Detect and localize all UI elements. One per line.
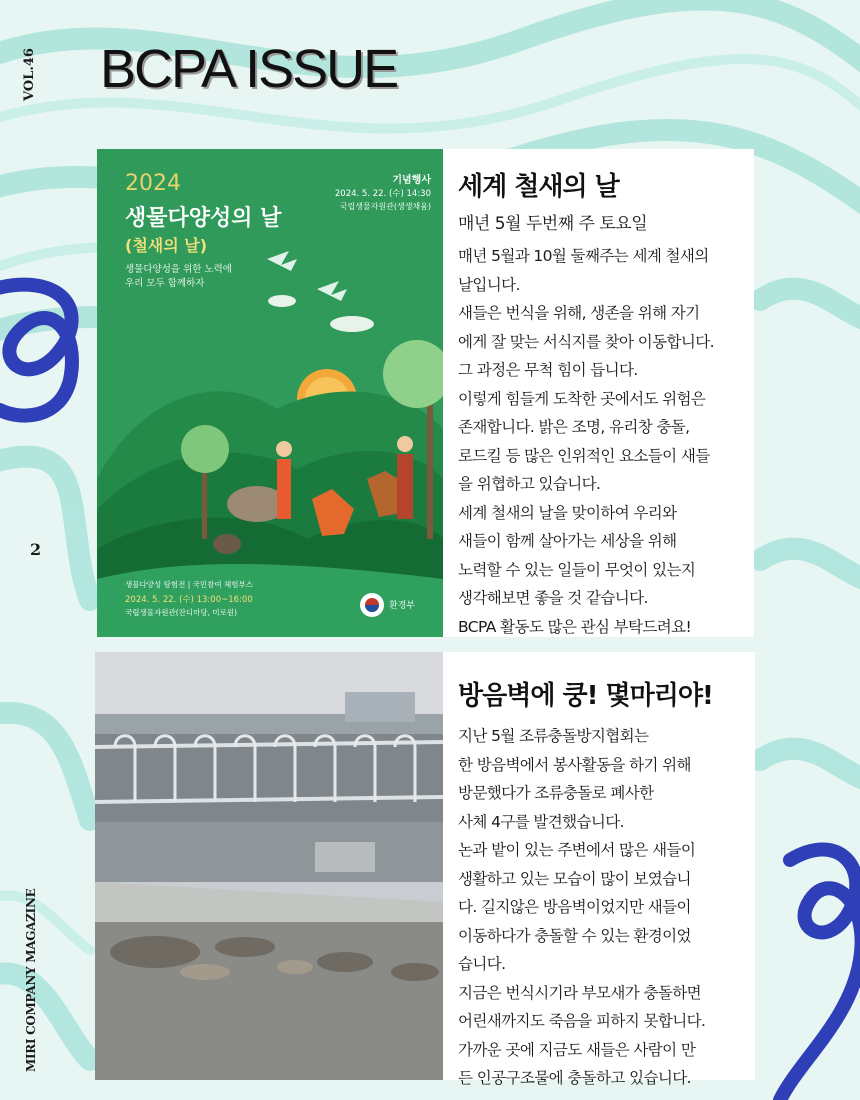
poster-subtitle: (철새의 날) (125, 236, 208, 255)
poster-event-place: 국립생물자원관(생생채움) (339, 202, 431, 211)
article1-line: 존재합니다. 밝은 조명, 유리창 충돌, (458, 418, 690, 436)
article1-subtitle: 매년 5월 두번째 주 토요일 (458, 214, 648, 234)
article-world-migratory-bird-day (458, 166, 754, 641)
article2-line: 한 방음벽에서 봉사활동을 하기 위해 (458, 755, 691, 774)
article2-line: 어린새까지도 죽음을 피하지 못합니다. (458, 1012, 706, 1030)
article1-line: 날입니다. (458, 275, 520, 294)
article1-line: 세계 철새의 날을 맞이하여 우리와 (458, 503, 677, 522)
article1-line: 그 과정은 무척 힘이 듭니다. (458, 361, 638, 379)
article1-line: 이렇게 힘들게 도착한 곳에서도 위험은 (458, 389, 706, 408)
article2-title: 방음벽에 쿵! 몇마리야! (458, 681, 713, 711)
page-title: BCPA ISSUE (100, 39, 398, 99)
biodiversity-poster (97, 149, 443, 637)
poster-year: 2024 (125, 171, 181, 196)
poster-title: 생물다양성의 날 (125, 206, 282, 231)
poster-ministry: 환경부 (389, 601, 416, 611)
sound-barrier-photo (95, 652, 443, 1080)
article1-line: 노력할 수 있는 일들이 무엇이 있는지 (458, 560, 696, 579)
article1-line: 로드킬 등 많은 인위적인 요소들이 새들 (458, 446, 710, 465)
poster-slogan-line1: 생물다양성을 위한 노력에 (125, 264, 232, 275)
article2-line: 방문했다가 조류충돌로 폐사한 (458, 784, 654, 802)
poster-bottom-line2: 2024. 5. 22. (수) 13:00~16:00 (125, 595, 253, 605)
magazine-name: MIRI COMPANY MAGAZINE (24, 888, 38, 1072)
article2-line: 지난 5월 조류충돌방지협회는 (458, 727, 649, 745)
article2-body (458, 722, 754, 1093)
article2-line: 생활하고 있는 모습이 많이 보였습니 (458, 869, 691, 888)
article2-line: 지금은 번식시기라 부모새가 충돌하면 (458, 983, 701, 1002)
article1-body (458, 242, 754, 641)
article1-line: 매년 5월과 10월 둘째주는 세계 철새의 (458, 247, 709, 265)
article1-line: 을 위협하고 있습니다. (458, 475, 601, 493)
poster-slogan-line2: 우리 모두 함께하자 (125, 278, 205, 289)
poster-event-label: 기념행사 (392, 175, 431, 186)
page-number: 2 (30, 540, 42, 559)
article-sound-barrier (458, 675, 754, 1093)
article1-line: 에게 잘 맞는 서식지를 찾아 이동합니다. (458, 332, 714, 351)
article1-line: 생각해보면 좋을 것 같습니다. (458, 589, 648, 607)
article1-line: BCPA 활동도 많은 관심 부탁드려요! (458, 617, 692, 636)
article2-line: 논과 밭이 있는 주변에서 많은 새들이 (458, 841, 696, 859)
poster-bottom-line1: 생물다양성 탐험전 | 국민참여 체험부스 (125, 580, 253, 589)
volume-label: VOL.46 (22, 48, 37, 102)
poster-bottom-line3: 국립생물자원관(잔디마당, 미로원) (125, 608, 238, 617)
photo-illustration (95, 652, 443, 1080)
article2-line: 습니다. (458, 955, 506, 973)
article2-line: 다. 길지않은 방음벽이었지만 새들이 (458, 898, 691, 916)
article2-line: 사체 4구를 발견했습니다. (458, 812, 624, 831)
article1-title: 세계 철새의 날 (458, 172, 619, 202)
poster-event-date: 2024. 5. 22. (수) 14:30 (334, 189, 431, 199)
article1-line: 새들이 함께 살아가는 세상을 위해 (458, 532, 677, 550)
article1-line: 새들은 번식을 위해, 생존을 위해 자기 (458, 304, 700, 322)
article2-line: 든 인공구조물에 충돌하고 있습니다. (458, 1069, 691, 1087)
article2-line: 가까운 곳에 지금도 새들은 사람이 만 (458, 1040, 696, 1059)
article2-line: 이동하다가 충돌할 수 있는 환경이었 (458, 926, 691, 945)
